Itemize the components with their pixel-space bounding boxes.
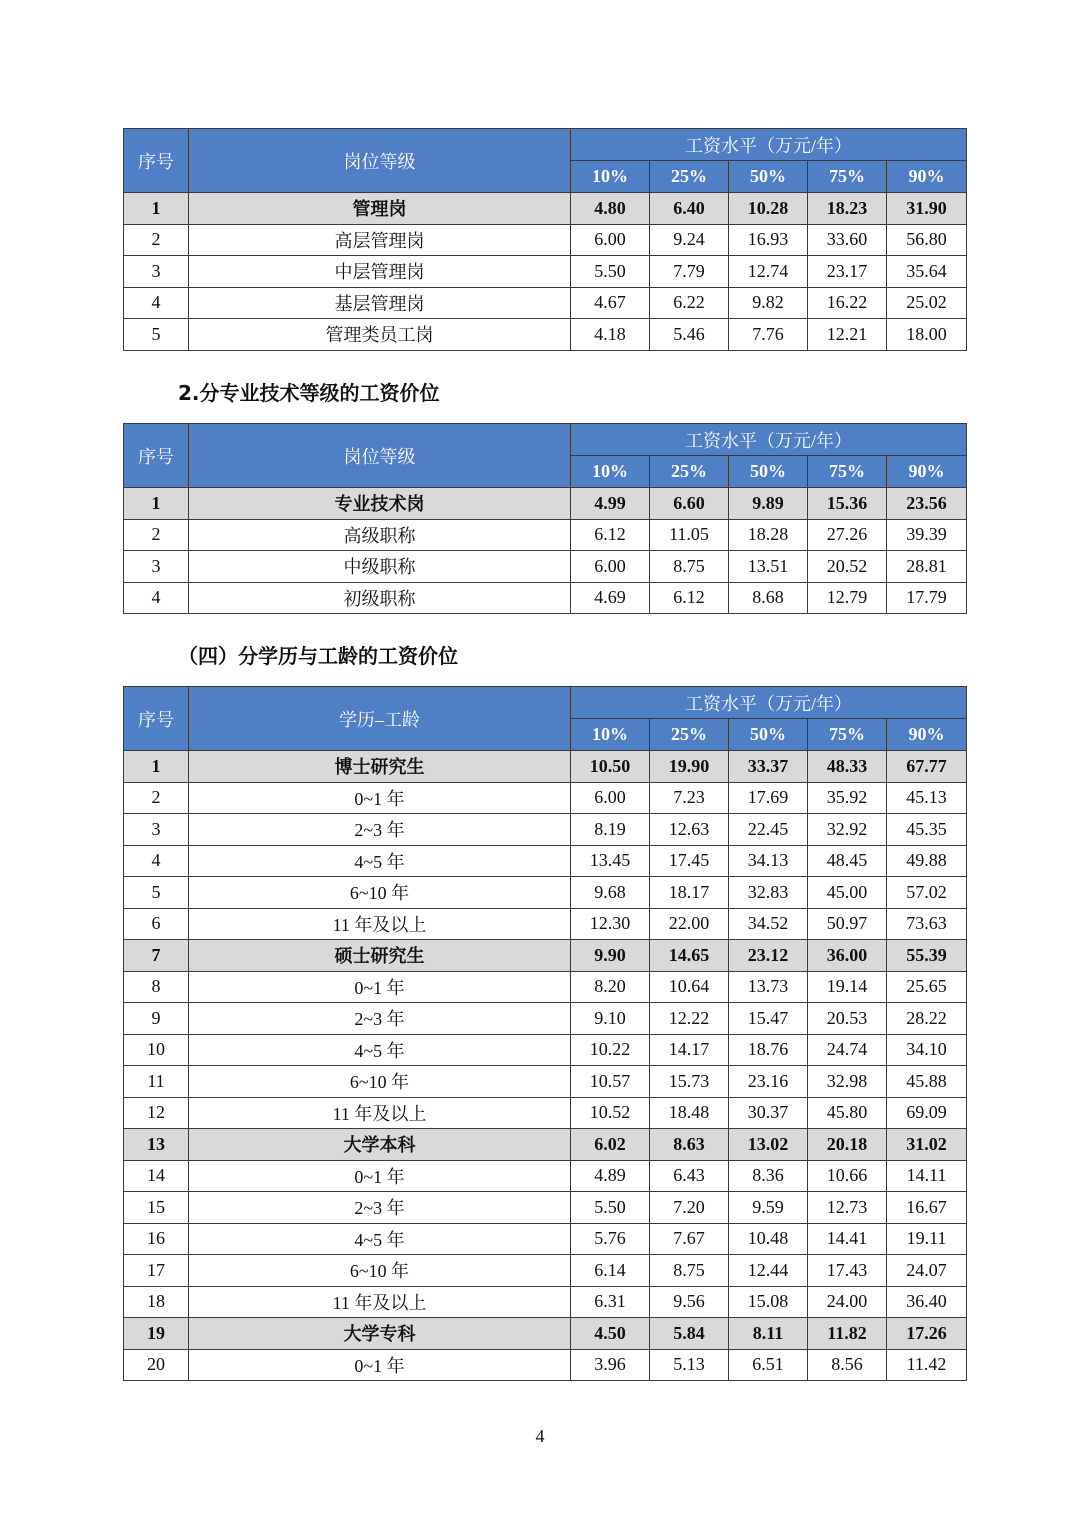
row-label-cell: 6~10 年 [189, 1255, 571, 1287]
p90-value-cell: 25.02 [887, 287, 967, 319]
p10-header: 10% [571, 456, 650, 488]
p50-value-cell: 15.47 [729, 1003, 808, 1035]
p50-value-cell: 8.36 [729, 1160, 808, 1192]
p75-value-cell: 45.80 [808, 1097, 887, 1129]
p90-value-cell: 35.64 [887, 256, 967, 288]
row-number-cell: 4 [124, 287, 189, 319]
row-number-cell: 18 [124, 1286, 189, 1318]
p90-value-cell: 39.39 [887, 519, 967, 551]
p10-value-cell: 4.69 [571, 582, 650, 614]
table-row [124, 908, 967, 940]
table-row [124, 1003, 967, 1035]
p90-value-cell: 17.26 [887, 1318, 967, 1350]
p90-value-cell: 57.02 [887, 877, 967, 909]
row-label-cell: 2~3 年 [189, 1192, 571, 1224]
table-row [124, 1160, 967, 1192]
table-row [124, 1097, 967, 1129]
p10-header: 10% [571, 719, 650, 751]
p75-value-cell: 15.36 [808, 488, 887, 520]
p50-value-cell: 32.83 [729, 877, 808, 909]
p25-value-cell: 15.73 [650, 1066, 729, 1098]
row-number-cell: 17 [124, 1255, 189, 1287]
row-number-cell: 5 [124, 877, 189, 909]
p10-value-cell: 4.89 [571, 1160, 650, 1192]
p25-value-cell: 11.05 [650, 519, 729, 551]
row-number-cell: 6 [124, 908, 189, 940]
education-tenure-salary-table [123, 686, 967, 1381]
p25-value-cell: 22.00 [650, 908, 729, 940]
p75-value-cell: 33.60 [808, 224, 887, 256]
p75-value-cell: 12.79 [808, 582, 887, 614]
p75-value-cell: 20.52 [808, 551, 887, 583]
p10-value-cell: 6.31 [571, 1286, 650, 1318]
table-row-summary [124, 940, 967, 972]
p90-header: 90% [887, 719, 967, 751]
p75-value-cell: 27.26 [808, 519, 887, 551]
row-number-cell: 4 [124, 582, 189, 614]
p25-value-cell: 7.79 [650, 256, 729, 288]
p75-header: 75% [808, 456, 887, 488]
p10-value-cell: 9.10 [571, 1003, 650, 1035]
table-row [124, 1034, 967, 1066]
p50-value-cell: 17.69 [729, 782, 808, 814]
row-label-cell: 0~1 年 [189, 1349, 571, 1381]
p75-value-cell: 45.00 [808, 877, 887, 909]
p90-value-cell: 31.90 [887, 193, 967, 225]
table-row [124, 1255, 967, 1287]
row-label-cell: 4~5 年 [189, 1223, 571, 1255]
row-label-cell: 高层管理岗 [189, 224, 571, 256]
p90-value-cell: 31.02 [887, 1129, 967, 1161]
p75-value-cell: 16.22 [808, 287, 887, 319]
row-label-cell: 0~1 年 [189, 1160, 571, 1192]
p25-value-cell: 5.84 [650, 1318, 729, 1350]
p50-header: 50% [729, 161, 808, 193]
p50-value-cell: 15.08 [729, 1286, 808, 1318]
p10-value-cell: 10.52 [571, 1097, 650, 1129]
p75-value-cell: 20.18 [808, 1129, 887, 1161]
p25-value-cell: 18.48 [650, 1097, 729, 1129]
row-label-cell: 4~5 年 [189, 845, 571, 877]
row-label-cell: 6~10 年 [189, 877, 571, 909]
p90-value-cell: 55.39 [887, 940, 967, 972]
p75-value-cell: 19.14 [808, 971, 887, 1003]
p25-header: 25% [650, 719, 729, 751]
p75-value-cell: 14.41 [808, 1223, 887, 1255]
p75-value-cell: 17.43 [808, 1255, 887, 1287]
p50-value-cell: 18.76 [729, 1034, 808, 1066]
p90-header: 90% [887, 161, 967, 193]
row-number-cell: 10 [124, 1034, 189, 1066]
p90-value-cell: 28.81 [887, 551, 967, 583]
p90-value-cell: 25.65 [887, 971, 967, 1003]
p90-value-cell: 45.88 [887, 1066, 967, 1098]
p90-value-cell: 45.13 [887, 782, 967, 814]
table-row [124, 1286, 967, 1318]
p75-value-cell: 48.45 [808, 845, 887, 877]
seq-header: 序号 [124, 687, 189, 751]
p50-value-cell: 33.37 [729, 751, 808, 783]
row-label-cell: 大学专科 [189, 1318, 571, 1350]
p50-value-cell: 12.74 [729, 256, 808, 288]
p50-value-cell: 9.89 [729, 488, 808, 520]
p50-value-cell: 18.28 [729, 519, 808, 551]
p90-value-cell: 19.11 [887, 1223, 967, 1255]
salary-level-header: 工资水平（万元/年） [571, 687, 967, 719]
p50-value-cell: 10.28 [729, 193, 808, 225]
p25-value-cell: 9.24 [650, 224, 729, 256]
row-label-cell: 6~10 年 [189, 1066, 571, 1098]
p10-value-cell: 3.96 [571, 1349, 650, 1381]
p75-value-cell: 50.97 [808, 908, 887, 940]
position-level-header: 岗位等级 [189, 129, 571, 193]
p10-value-cell: 4.67 [571, 287, 650, 319]
p10-value-cell: 5.50 [571, 256, 650, 288]
p10-value-cell: 5.50 [571, 1192, 650, 1224]
p25-value-cell: 6.43 [650, 1160, 729, 1192]
row-number-cell: 19 [124, 1318, 189, 1350]
p50-value-cell: 34.13 [729, 845, 808, 877]
p10-value-cell: 9.68 [571, 877, 650, 909]
p25-value-cell: 5.46 [650, 319, 729, 351]
row-label-cell: 基层管理岗 [189, 287, 571, 319]
row-number-cell: 8 [124, 971, 189, 1003]
p50-value-cell: 34.52 [729, 908, 808, 940]
table-row [124, 1349, 967, 1381]
table-row [124, 877, 967, 909]
p90-value-cell: 67.77 [887, 751, 967, 783]
p10-value-cell: 6.00 [571, 224, 650, 256]
row-label-cell: 管理岗 [189, 193, 571, 225]
p50-header: 50% [729, 719, 808, 751]
p25-value-cell: 5.13 [650, 1349, 729, 1381]
row-number-cell: 11 [124, 1066, 189, 1098]
row-number-cell: 7 [124, 940, 189, 972]
p50-value-cell: 23.12 [729, 940, 808, 972]
p50-value-cell: 16.93 [729, 224, 808, 256]
p25-value-cell: 14.17 [650, 1034, 729, 1066]
row-number-cell: 3 [124, 256, 189, 288]
management-salary-table [123, 128, 967, 351]
row-number-cell: 13 [124, 1129, 189, 1161]
p90-value-cell: 34.10 [887, 1034, 967, 1066]
p90-value-cell: 56.80 [887, 224, 967, 256]
p10-value-cell: 5.76 [571, 1223, 650, 1255]
p90-value-cell: 18.00 [887, 319, 967, 351]
p90-value-cell: 45.35 [887, 814, 967, 846]
p75-value-cell: 20.53 [808, 1003, 887, 1035]
p50-value-cell: 9.59 [729, 1192, 808, 1224]
row-label-cell: 11 年及以上 [189, 908, 571, 940]
p25-value-cell: 12.22 [650, 1003, 729, 1035]
table-row [124, 814, 967, 846]
p50-header: 50% [729, 456, 808, 488]
p75-value-cell: 10.66 [808, 1160, 887, 1192]
row-number-cell: 1 [124, 751, 189, 783]
p75-value-cell: 35.92 [808, 782, 887, 814]
row-label-cell: 0~1 年 [189, 971, 571, 1003]
table-row [124, 971, 967, 1003]
p10-value-cell: 4.50 [571, 1318, 650, 1350]
p50-value-cell: 13.51 [729, 551, 808, 583]
table-row-summary [124, 488, 967, 520]
table-row [124, 1192, 967, 1224]
p25-value-cell: 12.63 [650, 814, 729, 846]
row-label-cell: 4~5 年 [189, 1034, 571, 1066]
p50-value-cell: 6.51 [729, 1349, 808, 1381]
p10-value-cell: 12.30 [571, 908, 650, 940]
p25-value-cell: 17.45 [650, 845, 729, 877]
p10-value-cell: 10.22 [571, 1034, 650, 1066]
p25-value-cell: 6.22 [650, 287, 729, 319]
professional-salary-table [123, 423, 967, 614]
p10-value-cell: 6.02 [571, 1129, 650, 1161]
p25-value-cell: 8.75 [650, 1255, 729, 1287]
p75-value-cell: 11.82 [808, 1318, 887, 1350]
table-row [124, 287, 967, 319]
table-row-summary [124, 751, 967, 783]
p90-value-cell: 23.56 [887, 488, 967, 520]
table-row [124, 256, 967, 288]
row-label-cell: 专业技术岗 [189, 488, 571, 520]
p90-value-cell: 73.63 [887, 908, 967, 940]
row-label-cell: 2~3 年 [189, 1003, 571, 1035]
p10-value-cell: 6.14 [571, 1255, 650, 1287]
p25-value-cell: 18.17 [650, 877, 729, 909]
row-number-cell: 16 [124, 1223, 189, 1255]
p25-value-cell: 19.90 [650, 751, 729, 783]
p50-value-cell: 10.48 [729, 1223, 808, 1255]
salary-level-header: 工资水平（万元/年） [571, 129, 967, 161]
table-row-summary [124, 193, 967, 225]
p10-value-cell: 13.45 [571, 845, 650, 877]
p25-value-cell: 8.63 [650, 1129, 729, 1161]
section-heading-education: （四）分学历与工龄的工资价位 [178, 644, 458, 668]
p25-value-cell: 8.75 [650, 551, 729, 583]
seq-header: 序号 [124, 424, 189, 488]
table-row [124, 782, 967, 814]
p90-value-cell: 36.40 [887, 1286, 967, 1318]
row-label-cell: 硕士研究生 [189, 940, 571, 972]
p75-value-cell: 32.92 [808, 814, 887, 846]
row-number-cell: 15 [124, 1192, 189, 1224]
p10-value-cell: 8.19 [571, 814, 650, 846]
p50-value-cell: 23.16 [729, 1066, 808, 1098]
p10-value-cell: 6.00 [571, 551, 650, 583]
row-label-cell: 11 年及以上 [189, 1286, 571, 1318]
p10-value-cell: 6.00 [571, 782, 650, 814]
row-label-cell: 中级职称 [189, 551, 571, 583]
row-label-cell: 2~3 年 [189, 814, 571, 846]
p50-value-cell: 7.76 [729, 319, 808, 351]
p10-value-cell: 9.90 [571, 940, 650, 972]
p90-value-cell: 24.07 [887, 1255, 967, 1287]
row-number-cell: 5 [124, 319, 189, 351]
row-number-cell: 12 [124, 1097, 189, 1129]
p75-value-cell: 8.56 [808, 1349, 887, 1381]
p10-value-cell: 4.18 [571, 319, 650, 351]
p75-value-cell: 32.98 [808, 1066, 887, 1098]
p90-value-cell: 69.09 [887, 1097, 967, 1129]
row-number-cell: 1 [124, 193, 189, 225]
row-number-cell: 3 [124, 814, 189, 846]
row-label-cell: 高级职称 [189, 519, 571, 551]
row-label-cell: 中层管理岗 [189, 256, 571, 288]
row-number-cell: 2 [124, 224, 189, 256]
p50-value-cell: 8.68 [729, 582, 808, 614]
p75-value-cell: 24.00 [808, 1286, 887, 1318]
row-number-cell: 20 [124, 1349, 189, 1381]
p75-value-cell: 48.33 [808, 751, 887, 783]
salary-level-header: 工资水平（万元/年） [571, 424, 967, 456]
p75-header: 75% [808, 161, 887, 193]
p25-value-cell: 6.60 [650, 488, 729, 520]
row-number-cell: 2 [124, 519, 189, 551]
row-number-cell: 3 [124, 551, 189, 583]
section-heading-professional: 2.分专业技术等级的工资价位 [178, 381, 440, 405]
p50-value-cell: 12.44 [729, 1255, 808, 1287]
table-row-summary [124, 1318, 967, 1350]
p75-value-cell: 12.73 [808, 1192, 887, 1224]
p75-value-cell: 18.23 [808, 193, 887, 225]
p25-value-cell: 6.12 [650, 582, 729, 614]
p75-value-cell: 12.21 [808, 319, 887, 351]
p90-value-cell: 49.88 [887, 845, 967, 877]
table-row [124, 319, 967, 351]
p25-value-cell: 7.20 [650, 1192, 729, 1224]
p25-value-cell: 7.23 [650, 782, 729, 814]
p50-value-cell: 13.73 [729, 971, 808, 1003]
education-tenure-header: 学历–工龄 [189, 687, 571, 751]
row-number-cell: 14 [124, 1160, 189, 1192]
p10-value-cell: 10.57 [571, 1066, 650, 1098]
p50-value-cell: 9.82 [729, 287, 808, 319]
p90-header: 90% [887, 456, 967, 488]
row-label-cell: 博士研究生 [189, 751, 571, 783]
row-label-cell: 0~1 年 [189, 782, 571, 814]
table-row [124, 582, 967, 614]
p10-value-cell: 4.99 [571, 488, 650, 520]
p25-header: 25% [650, 161, 729, 193]
table-row-summary [124, 1129, 967, 1161]
p90-value-cell: 14.11 [887, 1160, 967, 1192]
p10-value-cell: 4.80 [571, 193, 650, 225]
table-row [124, 224, 967, 256]
p25-value-cell: 6.40 [650, 193, 729, 225]
position-level-header: 岗位等级 [189, 424, 571, 488]
row-number-cell: 1 [124, 488, 189, 520]
p90-value-cell: 11.42 [887, 1349, 967, 1381]
p75-value-cell: 24.74 [808, 1034, 887, 1066]
p25-value-cell: 9.56 [650, 1286, 729, 1318]
p90-value-cell: 17.79 [887, 582, 967, 614]
p10-value-cell: 6.12 [571, 519, 650, 551]
table-row [124, 1066, 967, 1098]
seq-header: 序号 [124, 129, 189, 193]
row-label-cell: 大学本科 [189, 1129, 571, 1161]
row-label-cell: 11 年及以上 [189, 1097, 571, 1129]
p25-header: 25% [650, 456, 729, 488]
table-row [124, 519, 967, 551]
p90-value-cell: 16.67 [887, 1192, 967, 1224]
row-number-cell: 9 [124, 1003, 189, 1035]
table-row [124, 551, 967, 583]
p10-value-cell: 10.50 [571, 751, 650, 783]
p10-value-cell: 8.20 [571, 971, 650, 1003]
p50-value-cell: 13.02 [729, 1129, 808, 1161]
row-label-cell: 管理类员工岗 [189, 319, 571, 351]
row-number-cell: 4 [124, 845, 189, 877]
p75-header: 75% [808, 719, 887, 751]
p90-value-cell: 28.22 [887, 1003, 967, 1035]
table-row [124, 1223, 967, 1255]
p25-value-cell: 10.64 [650, 971, 729, 1003]
row-number-cell: 2 [124, 782, 189, 814]
p10-header: 10% [571, 161, 650, 193]
p25-value-cell: 7.67 [650, 1223, 729, 1255]
p50-value-cell: 22.45 [729, 814, 808, 846]
row-label-cell: 初级职称 [189, 582, 571, 614]
p50-value-cell: 30.37 [729, 1097, 808, 1129]
p25-value-cell: 14.65 [650, 940, 729, 972]
p75-value-cell: 23.17 [808, 256, 887, 288]
table-row [124, 845, 967, 877]
p50-value-cell: 8.11 [729, 1318, 808, 1350]
page-number: 4 [535, 1426, 545, 1446]
p75-value-cell: 36.00 [808, 940, 887, 972]
